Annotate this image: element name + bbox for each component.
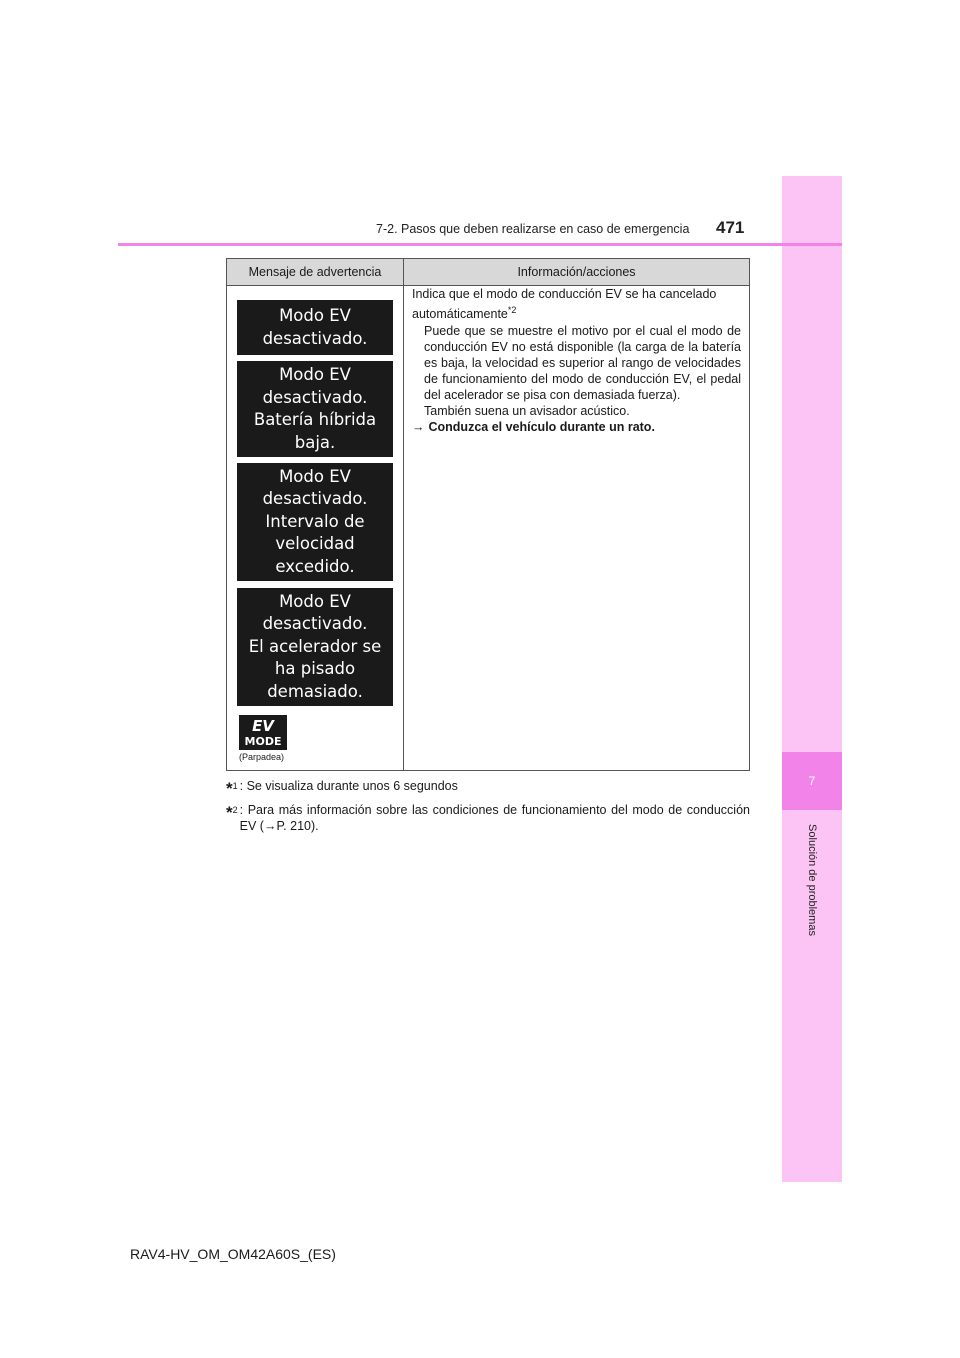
info-cell — [404, 286, 750, 771]
display-line: El acelerador se — [248, 636, 382, 656]
footnote-star: * — [226, 779, 233, 799]
display-line: excedido. — [275, 556, 355, 576]
info-detail-buzzer: También suena un avisador acústico. — [424, 404, 630, 419]
ev-mode-icon — [239, 715, 287, 750]
ev-icon-line1: EV — [252, 716, 274, 735]
chapter-side-tab — [782, 176, 842, 1182]
arrow-right-icon: → — [412, 420, 425, 435]
display-line: baja. — [294, 432, 336, 452]
header-divider — [118, 243, 842, 246]
display-message-ev-off — [237, 300, 393, 355]
display-line: desactivado. — [262, 328, 368, 348]
info-action-text: Conduzca el vehículo durante un rato. — [428, 420, 655, 435]
footnote-text: : Se visualiza durante unos 6 segundos — [239, 779, 458, 793]
info-action — [412, 419, 741, 435]
display-message-accelerator — [237, 588, 393, 706]
footnote-2 — [226, 802, 750, 834]
section-title: 7-2. Pasos que deben realizarse en caso de emergencia — [376, 222, 690, 236]
table-header-row — [227, 259, 750, 286]
footnote-number: 2 — [232, 805, 238, 816]
chapter-label: Solución de problemas — [806, 824, 818, 936]
footnote-star: * — [226, 803, 233, 823]
document-code: RAV4-HV_OM_OM42A60S_(ES) — [130, 1246, 336, 1262]
chapter-number: 7 — [782, 752, 842, 810]
footnote-ref: *2 — [507, 305, 517, 315]
footnote-text: : Para más información sobre las condiciones de funcionamiento del modo de conducción EV (→P. 210). — [239, 803, 750, 834]
display-message-battery-low — [237, 361, 393, 457]
ev-icon-caption: (Parpadea) — [239, 752, 285, 762]
footnotes — [226, 778, 750, 838]
display-line: desactivado. — [262, 614, 368, 634]
display-line: velocidad — [275, 534, 355, 554]
display-line: Modo EV — [279, 466, 351, 486]
message-cell — [227, 286, 404, 771]
display-line: desactivado. — [262, 489, 368, 509]
display-line: ha pisado — [274, 659, 356, 679]
ev-icon-line2: MODE — [244, 734, 282, 748]
footnote-number: 1 — [232, 781, 238, 791]
table-row — [227, 286, 750, 771]
display-line: desactivado. — [262, 387, 368, 407]
display-line: Batería híbrida — [253, 410, 377, 429]
warning-table — [226, 258, 750, 771]
display-line: Modo EV — [279, 365, 351, 384]
column-header-info: Información/acciones — [404, 259, 750, 286]
footnote-1 — [226, 778, 750, 798]
column-header-message: Mensaje de advertencia — [227, 259, 404, 286]
page-number: 471 — [716, 218, 745, 237]
info-intro-text: Indica que el modo de conducción EV se ha cancelado automáticamente — [412, 287, 717, 322]
info-intro — [412, 286, 741, 322]
display-line: Modo EV — [279, 306, 351, 325]
display-line: Intervalo de — [265, 511, 365, 531]
display-line: Modo EV — [279, 591, 351, 611]
display-line: demasiado. — [267, 681, 363, 701]
info-detail: Puede que se muestre el motivo por el cual el modo de conducción EV no está disponible (la carga de la batería es baja, la velocidad es superior al rango de velocidades de funcionamiento del modo de conducción EV, el pedal del acelerador se pisa con demasiada fuerza). — [424, 324, 741, 403]
display-message-speed-exceeded — [237, 463, 393, 581]
